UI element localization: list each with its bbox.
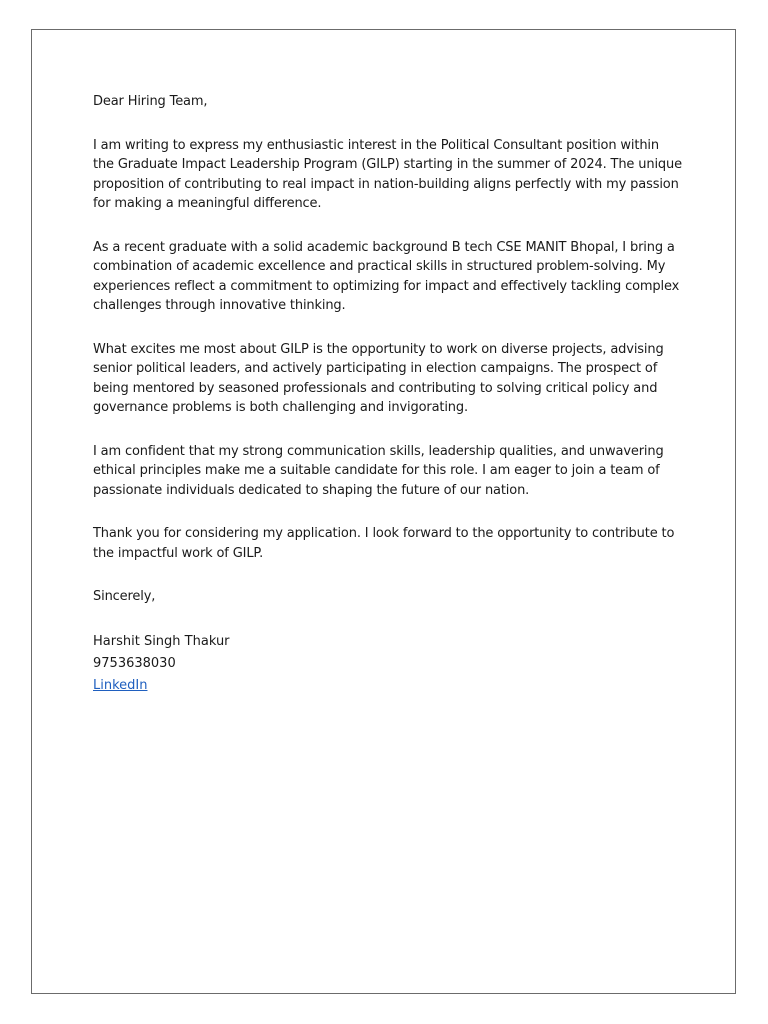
signature-phone: 9753638030 xyxy=(93,655,176,671)
paragraph-thanks: Thank you for considering my application. I look forward to the opportunity to contribute to the impactful work of GILP. xyxy=(93,526,675,561)
paragraph-background: As a recent graduate with a solid academic background B tech CSE MANIT Bhopal, I bring a combination of academic excellence and practical skills in structured problem-solving. My experiences reflect a commitment to optimizing for impact and effectively tackling complex challenges through innovative thinking. xyxy=(93,239,680,313)
closing: Sincerely, xyxy=(93,589,156,604)
letter-body xyxy=(93,92,683,697)
signature-block xyxy=(93,631,683,697)
linkedin-link[interactable]: LinkedIn xyxy=(93,677,148,693)
document-page xyxy=(31,29,736,994)
paragraph-qualities: I am confident that my strong communication skills, leadership qualities, and unwavering ethical principles make me a suitable candidate for this role. I am eager to join a team of passionate individuals dedicated to shaping the future of our nation. xyxy=(93,443,664,498)
salutation: Dear Hiring Team, xyxy=(93,94,208,109)
signature-name: Harshit Singh Thakur xyxy=(93,633,230,649)
paragraph-motivation: What excites me most about GILP is the opportunity to work on diverse projects, advising senior political leaders, and actively participating in election campaigns. The prospect of being mentored by seasoned professionals and contributing to solving critical policy and governance problems is both challenging and invigorating. xyxy=(93,341,664,415)
paragraph-interest: I am writing to express my enthusiastic interest in the Political Consultant position within the Graduate Impact Leadership Program (GILP) starting in the summer of 2024. The unique proposition of contributing to real impact in nation-building aligns perfectly with my passion for making a meaningful difference. xyxy=(93,137,682,211)
